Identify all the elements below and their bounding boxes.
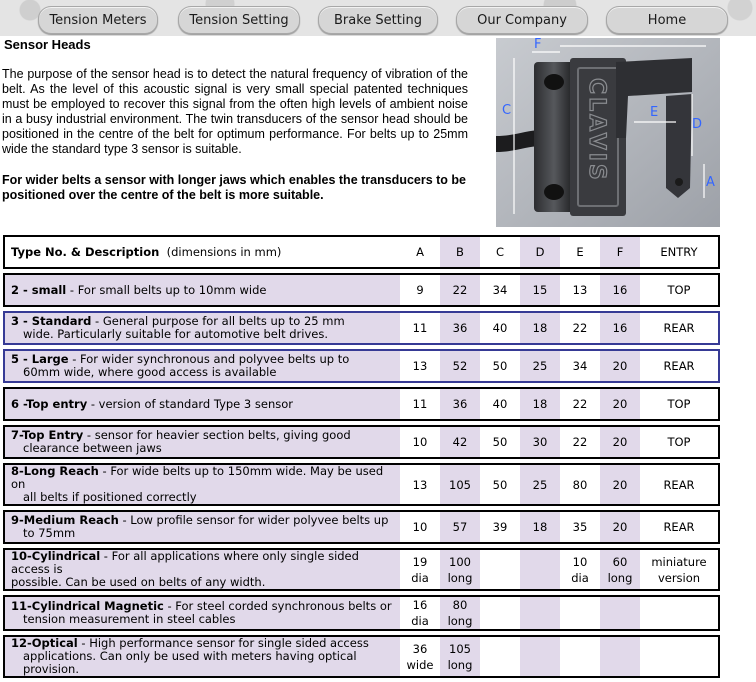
cell-entry: TOP [640,273,720,307]
row-type-description: - For wider synchronous and polyvee belts up to [68,352,350,366]
header-col-b: B [440,235,480,269]
cell-b: 36 [440,387,480,421]
row-type-description-cont: applications. Can only be used with meters having optical provision. [23,649,357,676]
row-type-name: 7-Top Entry [11,428,84,442]
row-type-description: - General purpose for all belts up to 25 mm [91,314,345,328]
row-description [3,273,400,307]
dim-label-a: A [706,175,715,190]
cell-f: 16 [600,273,640,307]
row-type-name: 3 - Standard [11,314,92,328]
table-header-row [3,235,720,269]
cell-f [600,595,640,631]
cell-b: 36 [440,311,480,345]
cell-b: 105 long [440,635,480,678]
cell-d [520,548,560,591]
header-col-f: F [600,235,640,269]
row-type-description-cont: to 75mm [23,526,76,540]
cell-c: 40 [480,387,520,421]
cell-entry: miniature version [640,548,720,591]
cell-e [560,635,600,678]
cell-e: 22 [560,425,600,459]
table-row [3,463,720,506]
wider-belts-note: For wider belts a sensor with longer jaws which enables the transducers to be positioned over the centre of the belt is more suitable. [2,173,467,202]
cell-a: 36 wide [400,635,440,678]
tab-tension-setting[interactable]: Tension Setting [178,6,300,34]
row-type-name: 5 - Large [11,352,69,366]
dim-label-e: E [650,105,659,120]
cell-b: 42 [440,425,480,459]
row-type-description: - For small belts up to 10mm wide [66,282,267,297]
cell-entry: REAR [640,349,720,383]
dim-label-c: C [502,103,512,118]
row-type-description: - For wide belts up to 150mm wide. May be used on [11,464,384,491]
row-description [3,595,400,631]
header-col-entry: ENTRY [640,235,720,269]
cell-a: 10 [400,510,440,544]
table-row [3,311,720,345]
row-type-description-cont: clearance between jaws [23,441,162,455]
cell-a: 19 dia [400,548,440,591]
row-type-description-cont: tension measurement in steel cables [23,612,236,626]
cell-b: 105 [440,463,480,506]
row-type-description-cont: wide. Particularly suitable for automotive belt drives. [23,327,328,341]
cell-a: 11 [400,311,440,345]
row-type-description-cont: all belts if positioned correctly [23,490,197,504]
cell-e [560,595,600,631]
cell-f: 20 [600,349,640,383]
table-row [3,425,720,459]
header-col-d: D [520,235,560,269]
row-description [3,387,400,421]
row-type-name: 10-Cylindrical [11,549,101,563]
cell-c: 50 [480,349,520,383]
row-type-name: 2 - small [11,282,67,297]
cell-f: 20 [600,387,640,421]
cell-e: 22 [560,311,600,345]
row-type-name: 8-Long Reach [11,464,99,478]
dim-label-d: D [692,117,703,132]
cell-entry: REAR [640,510,720,544]
tab-tension-meters[interactable]: Tension Meters [38,6,158,34]
header-col-c: C [480,235,520,269]
row-type-description: - For steel corded synchronous belts or [163,599,392,613]
cell-a: 11 [400,387,440,421]
table-row [3,349,720,383]
cell-f [600,635,640,678]
cell-e: 34 [560,349,600,383]
cell-entry: REAR [640,311,720,345]
table-row [3,548,720,591]
cell-b: 22 [440,273,480,307]
cell-d: 18 [520,387,560,421]
cell-a: 13 [400,349,440,383]
row-type-description: - High performance sensor for single sided access [77,636,369,650]
cell-entry [640,635,720,678]
cell-c: 40 [480,311,520,345]
cell-f: 60 long [600,548,640,591]
cell-c [480,635,520,678]
row-type-name: 9-Medium Reach [11,513,119,527]
row-type-description-cont: possible. Can be used on belts of any width. [11,575,266,589]
cell-e: 35 [560,510,600,544]
cell-e: 10 dia [560,548,600,591]
cell-c [480,595,520,631]
cell-d: 30 [520,425,560,459]
cell-b: 57 [440,510,480,544]
row-description [3,311,400,345]
cell-e: 80 [560,463,600,506]
dim-label-f: F [534,38,542,52]
cell-f: 20 [600,425,640,459]
row-type-description-cont: 60mm wide, where good access is available [23,365,277,379]
cell-e: 13 [560,273,600,307]
tab-home[interactable]: Home [606,6,728,34]
nav-bar [0,0,756,36]
cell-entry: REAR [640,463,720,506]
cell-c: 50 [480,425,520,459]
cell-entry [640,595,720,631]
cell-a: 9 [400,273,440,307]
cell-d: 15 [520,273,560,307]
cell-a: 16 dia [400,595,440,631]
cell-c: 50 [480,463,520,506]
row-description [3,349,400,383]
cell-d: 25 [520,463,560,506]
header-title: Type No. & Description [11,244,160,259]
cell-entry: TOP [640,425,720,459]
row-type-name: 11-Cylindrical Magnetic [11,599,164,613]
table-row [3,273,720,307]
row-type-description: - version of standard Type 3 sensor [87,396,293,411]
row-type-name: 12-Optical [11,636,78,650]
cell-e: 22 [560,387,600,421]
page-title: Sensor Heads [4,37,91,52]
table-row [3,387,720,421]
brand-logo-text: CLAVIS [584,78,609,183]
row-type-description: - sensor for heavier section belts, giving good [83,428,351,442]
cell-c [480,548,520,591]
row-type-name: 6 -Top entry [11,396,88,411]
cell-d: 18 [520,510,560,544]
header-col-a: A [400,235,440,269]
table-row [3,595,720,631]
cell-d: 25 [520,349,560,383]
cell-a: 13 [400,463,440,506]
cell-d [520,635,560,678]
cell-f: 20 [600,463,640,506]
tab-our-company[interactable]: Our Company [456,6,588,34]
intro-paragraph: The purpose of the sensor head is to detect the natural frequency of vibration of the belt. As the level of this acoustic signal is very small special patented techniques must be employed to recover this signal from the often high levels of ambient noise in a busy industrial environment. The twin transducers of the sensor head should be positioned in the centre of the belt for optimum performance. For belts up to 25mm wide the standard type 3 sensor is suitable. [2,67,468,156]
cell-b: 80 long [440,595,480,631]
cell-entry: TOP [640,387,720,421]
row-description [3,463,400,506]
cell-b: 100 long [440,548,480,591]
cell-d: 18 [520,311,560,345]
sensor-head-photo [496,38,720,227]
row-description [3,425,400,459]
sensor-spec-table [3,231,720,682]
row-description [3,635,400,678]
cell-b: 52 [440,349,480,383]
table-row [3,510,720,544]
cell-c: 34 [480,273,520,307]
row-type-description: - Low profile sensor for wider polyvee belts up [118,513,389,527]
header-description-cell [3,235,400,269]
cell-f: 16 [600,311,640,345]
cell-d [520,595,560,631]
row-description [3,510,400,544]
table-row [3,635,720,678]
cell-c: 39 [480,510,520,544]
tab-brake-setting[interactable]: Brake Setting [318,6,438,34]
header-col-e: E [560,235,600,269]
cell-f: 20 [600,510,640,544]
cell-a: 10 [400,425,440,459]
row-description [3,548,400,591]
header-note: (dimensions in mm) [166,244,282,259]
row-type-description: - For all applications where only single sided access is [11,549,359,576]
